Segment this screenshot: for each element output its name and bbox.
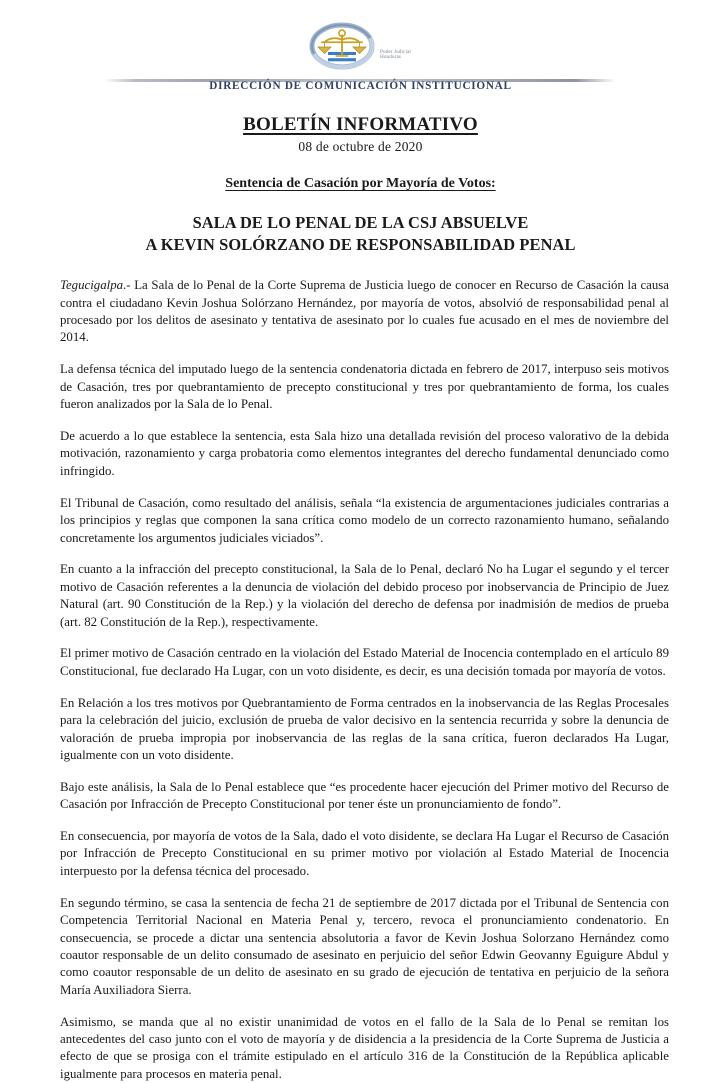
bulletin-title: BOLETÍN INFORMATIVO xyxy=(243,114,478,135)
department-name: DIRECCIÓN DE COMUNICACIÓN INSTITUCIONAL xyxy=(209,80,512,92)
paragraph-3: De acuerdo a lo que establece la sentencia, esta Sala hizo una detallada revisión del proceso valorativo de la debida motivación, razonamiento y carga probatoria como elementos integrantes del derecho fundamental denunciado como infringido. xyxy=(60,429,669,478)
logo-caption xyxy=(380,50,456,61)
paragraph-7: En Relación a los tres motivos por Quebrantamiento de Forma centrados en la inobservancia de las Reglas Procesales para la celebración del juicio, exclusión de prueba de valor decisivo en la sentencia recurrida y sobre la denuncia de valoración de prueba impropia por inobservancia de las reglas de la sana crítica, fueron declarados Ha Lugar, igualmente con un voto disidente. xyxy=(60,695,669,762)
article-body xyxy=(0,255,721,1083)
scales-of-justice-emblem-icon xyxy=(306,22,378,74)
paragraph-4: El Tribunal de Casación, como resultado del análisis, señala “la existencia de argumentaciones judiciales contrarias a los principios y reglas que componen la sana crítica como modelo de un correcto razonamiento humano, señalando concretamente los argumentos judiciales viciados”. xyxy=(60,495,669,545)
bulletin-subtitle: Sentencia de Casación por Mayoría de Votos: xyxy=(225,176,496,191)
institution-logo xyxy=(306,22,456,78)
paragraph-6: El primer motivo de Casación centrado en la violación del Estado Material de Inocencia contemplado en el artículo 89 Constitucional, fue declarado Ha Lugar, con un voto disidente, es decir, es una decisión tomada por mayoría de votos. xyxy=(60,646,669,678)
paragraph-2: La defensa técnica del imputado luego de la sentencia condenatoria dictada en febrero de 2017, interpuso seis motivos de Casación, tres por quebrantamiento de precepto constitucional y tres por quebrantamiento de forma, los cuales fueron analizados por la Sala de lo Penal. xyxy=(60,362,669,412)
paragraph-11: Asimismo, se manda que al no existir unanimidad de votos en el fallo de la Sala de lo Penal se remitan los antecedentes del caso junto con el voto de mayoría y de disidencia a la presidencia de la Corte Suprema de Justicia a efecto de que se prosiga con el trámite estipulado en el artículo 316 de la Constitución de la República aplicable igualmente para procesos en materia penal. xyxy=(60,1014,669,1081)
headline-line-1: SALA DE LO PENAL DE LA CSJ ABSUELVE xyxy=(192,213,529,232)
paragraph-1 xyxy=(60,277,669,347)
paragraph-1-text: .- La Sala de lo Penal de la Corte Suprema de Justicia luego de conocer en Recurso de Casación la causa contra el ciudadano Kevin Joshua Solórzano Hernández, por mayoría de votos, absolvió de responsabilidad penal al procesado por los delitos de asesinato y tentativa de asesinato por lo cuales fue acusado en el mes de noviembre del 2014. xyxy=(60,278,669,345)
paragraph-5: En cuanto a la infracción del precepto constitucional, la Sala de lo Penal, declaró No ha Lugar el segundo y el tercer motivo de Casación referentes a la denuncia de violación del debido proceso por inobservancia de Principio de Juez Natural (art. 90 Constitución de la Rep.) y la violación del derecho de defensa por inadmisión de medios de prueba (art. 82 Constitución de la Rep.), respectivamente. xyxy=(60,562,669,629)
logo-caption-line-1: Poder Judicial xyxy=(380,49,411,55)
dateline-city: Tegucigalpa xyxy=(60,278,124,293)
paragraph-8: Bajo este análisis, la Sala de lo Penal establece que “es procedente hacer ejecución del Primer motivo del Recurso de Casación por Infracción de Precepto Constitucional por tener éste un pronunciamiento de fondo”. xyxy=(60,779,669,812)
bulletin-date: 08 de octubre de 2020 xyxy=(298,139,423,154)
document-header xyxy=(0,0,721,100)
headline-line-2: A KEVIN SOLÓRZANO DE RESPONSABILIDAD PENAL xyxy=(145,234,576,254)
paragraph-9: En consecuencia, por mayoría de votos de la Sala, dado el voto disidente, se declara Ha Lugar el Recurso de Casación por Infracción de Precepto Constitucional en su primer motivo por violación al Estado Material de Inocencia interpuesto por la defensa técnica del procesado. xyxy=(60,829,669,878)
paragraph-10: En segundo término, se casa la sentencia de fecha 21 de septiembre de 2017 dictada por el Tribunal de Sentencia con Competencia Territorial Nacional en Materia Penal y, tercero, revoca el pronunciamiento condenatorio. En consecuencia, se procede a dictar una sentencia absolutoria a favor de Kevin Joshua Solorzano Hernández como coautor responsable de un delito consumado de asesinato en perjuicio del señor Edwin Geovanny Eguigure Abdul y como coautor responsable de un delito de asesinato en su grado de ejecución de tentativa en perjuicio de la señora María Auxiliadora Sierra. xyxy=(60,895,669,997)
headline xyxy=(0,212,721,255)
logo-caption-line-2: Honduras xyxy=(380,54,401,61)
